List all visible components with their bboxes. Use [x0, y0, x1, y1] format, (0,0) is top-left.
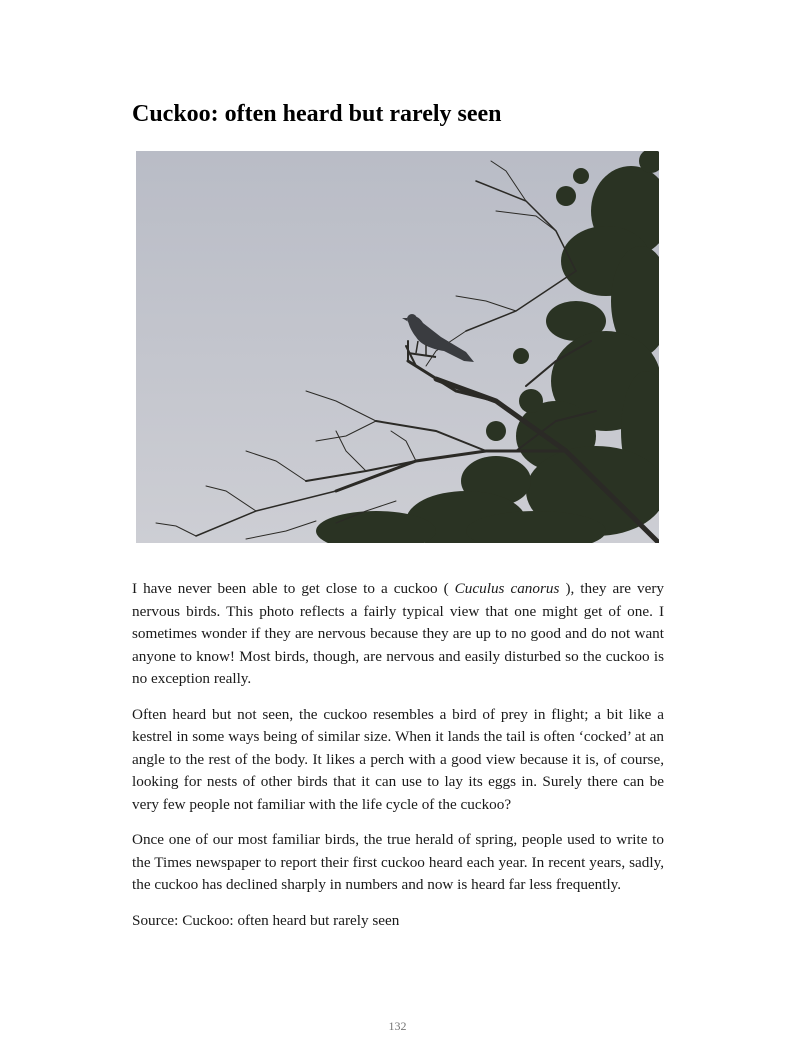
paragraph-1-text-start: I have never been able to get close to a cuckoo ( [132, 580, 455, 597]
page-number: 132 [388, 1019, 407, 1033]
paragraph-2: Often heard but not seen, the cuckoo resembles a bird of prey in flight; a bit like a kestrel in some ways being of similar size. When it lands the tail is often ‘cocked’ at an angle to the rest of the body. It likes a perch with a good view because it is, of course, looking for nests of other birds that it can use to lay its eggs in. Surely there can be very few people not familiar with the life cycle of the cuckoo? [132, 705, 664, 813]
paragraph-1-text-end: ), they are very nervous birds. This photo reflects a fairly typical view that one might get of one. I sometimes wonder if they are nervous because they are up to no good and do not want anyone to know! Most birds, though, are nervous and easily disturbed so the cuckoo is no exception really. [132, 580, 665, 687]
paragraph-1 [132, 578, 664, 691]
paragraph-3: Once one of our most familiar birds, the true herald of spring, people used to write to the Times newspaper to report their first cuckoo heard each year. In recent years, sadly, the cuckoo has declined sharply in numbers and now is heard far less frequently. [132, 831, 664, 893]
article-title: Cuckoo: often heard but rarely seen [132, 101, 502, 127]
cuckoo-photo-illustration [136, 151, 659, 543]
species-name: Cuculus canorus [454, 580, 560, 597]
cuckoo-photo [136, 151, 659, 543]
source-line: Source: Cuckoo: often heard but rarely seen [132, 911, 400, 929]
article-body [132, 578, 664, 945]
